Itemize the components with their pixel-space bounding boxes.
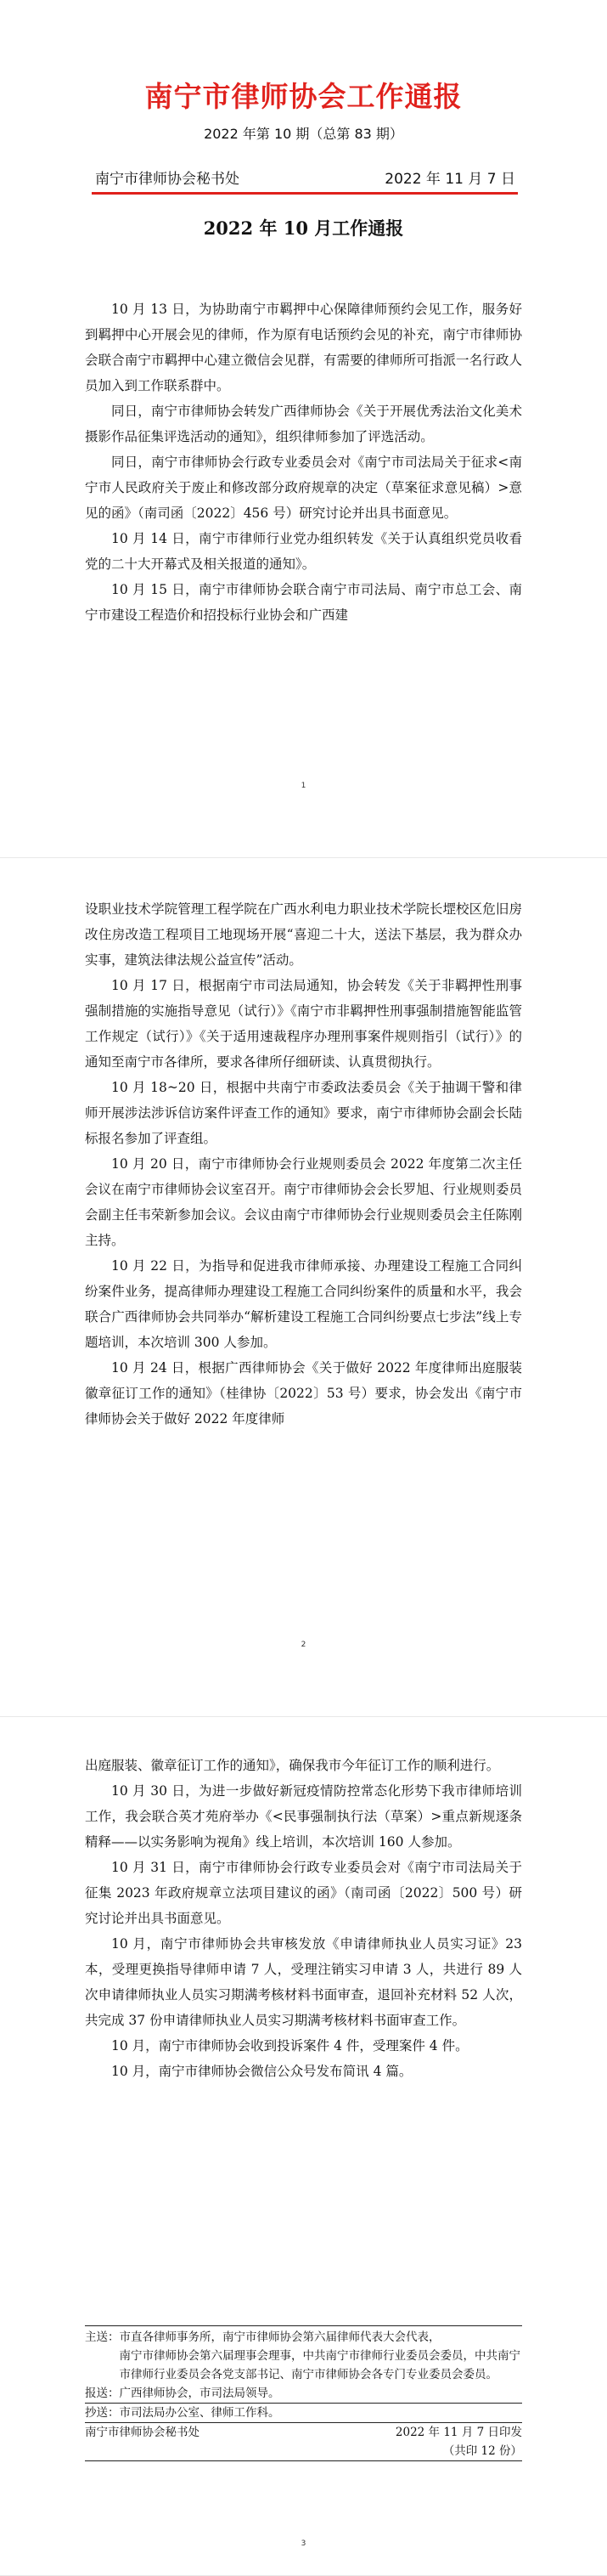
copies-count: （共印 12 份） xyxy=(442,2444,522,2458)
publisher-name: 南宁市律师协会秘书处 xyxy=(95,171,239,188)
publish-date: 2022 年 11 月 7 日 xyxy=(385,171,515,188)
paragraph: 10 月 30 日，为进一步做好新冠疫情防控常态化形势下我市律师培训工作，我会联合英才苑府举办《<民事强制执行法（草案）>重点新规逐条精释——以实务影响为视角》线上培训，本次培训 160 人参加。 xyxy=(85,1783,522,1850)
page-3-body xyxy=(85,1753,522,2084)
paragraph: 10 月，南宁市律师协会收到投诉案件 4 件，受理案件 4 件。 xyxy=(111,2038,469,2053)
paragraph: 10 月 15 日，南宁市律师协会联合南宁市司法局、南宁市总工会、南宁市建设工程造价和招投标行业协会和广西建 xyxy=(85,582,522,623)
page-number: 3 xyxy=(301,2539,306,2548)
page-1-body xyxy=(85,297,522,628)
report-label: 报送： xyxy=(85,2387,120,2400)
paragraph: 10 月 17 日，根据南宁市司法局通知，协会转发《关于非羁押性刑事强制措施的实施指导意见（试行）》《南宁市非羁押性刑事强制措施智能监管工作规定（试行）》《关于适用速裁程序办理刑事案件规则指引（试行）》的通知至南宁市各律所，要求各律所仔细研读、认真贯彻执行。 xyxy=(85,978,522,1070)
publisher-row xyxy=(95,167,515,188)
print-org: 南宁市律师协会秘书处 xyxy=(85,2426,200,2439)
main-recipients-label: 主送： xyxy=(85,2330,120,2344)
paragraph: 10 月，南宁市律师协会微信公众号发布简讯 4 篇。 xyxy=(111,2064,413,2079)
page-2-body xyxy=(85,896,522,1432)
masthead-title: 南宁市律师协会工作通报 xyxy=(144,80,463,113)
report-recipients xyxy=(85,2384,522,2403)
paragraph: 10 月，南宁市律师协会共审核发放《申请律师执业人员实习证》23 本，受理更换指导律师申请 7 人，受理注销实习申请 3 人，共进行 89 人次申请律师执业人员实习期满考核材料书面审查，退回补充材料 52 人次，共完成 37 份申请律师执业人员实习期满考核材料书面审查工作。 xyxy=(85,1936,522,2028)
main-recipients xyxy=(85,2326,522,2384)
document-page-2 xyxy=(0,858,607,1717)
issue-number: 2022 年第 10 期（总第 83 期） xyxy=(204,126,403,142)
main-recipients-line-1: 市直各律师事务所，南宁市律师协会第六届律师代表大会代表， xyxy=(119,2330,441,2344)
report-text: 广西律师协会，市司法局领导。 xyxy=(119,2387,280,2400)
continued-paragraph: 设职业技术学院管理工程学院在广西水利电力职业技术学院长堽校区危旧房改住房改造工程项目工地现场开展“喜迎二十大，送法下基层，我为群众办实事，建筑法律法规公益宣传”活动。 xyxy=(85,901,522,968)
paragraph: 10 月 14 日，南宁市律师行业党办组织转发《关于认真组织党员收看党的二十大开幕式及相关报道的通知》。 xyxy=(85,531,522,572)
paragraph: 10 月 22 日，为指导和促进我市律师承接、办理建设工程施工合同纠纷案件业务，提高律师办理建设工程施工合同纠纷案件的质量和水平，我会联合广西律师协会共同举办“解析建设工程施工合同纠纷要点七步法”线上专题培训，本次培训 300 人参加。 xyxy=(85,1258,522,1350)
main-recipients-line-2: 南宁市律师协会第六届理事会理事，中共南宁市律师行业委员会委员，中共南宁市律师行业委员会各党支部书记、南宁市律师协会各专门专业委员会委员。 xyxy=(119,2349,520,2381)
paragraph: 同日，南宁市律师协会行政专业委员会对《南宁市司法局关于征求<南宁市人民政府关于废止和修改部分政府规章的决定（草案征求意见稿）>意见的函》（南司函〔2022〕456 号）研究讨论并出具书面意见。 xyxy=(85,455,522,521)
copy-label: 抄送： xyxy=(85,2406,120,2420)
red-separator-line xyxy=(92,192,518,195)
paragraph: 10 月 13 日，为协助南宁市羁押中心保障律师预约会见工作，服务好到羁押中心开展会见的律师，作为原有电话预约会见的补充，南宁市律师协会联合南宁市羁押中心建立微信会见群，有需要的律师所可指派一名行政人员加入到工作联系群中。 xyxy=(85,302,522,393)
copy-text: 市司法局办公室、律师工作科。 xyxy=(119,2406,280,2420)
document-title: 2022 年 10 月工作通报 xyxy=(203,217,404,239)
page-number: 1 xyxy=(301,782,306,790)
document-page-3 xyxy=(0,1717,607,2576)
page-number: 2 xyxy=(301,1641,306,1649)
paragraph: 10 月 20 日，南宁市律师协会行业规则委员会 2022 年度第二次主任会议在南宁市律师协会议室召开。南宁市律师协会会长罗旭、行业规则委员会副主任韦荣新参加会议。会议由南宁市律师协会行业规则委员会主任陈刚主持。 xyxy=(85,1156,522,1248)
distribution-block xyxy=(85,2325,522,2461)
footer-bottom-rule xyxy=(85,2460,522,2461)
copy-recipients xyxy=(85,2404,522,2422)
continued-paragraph: 出庭服装、徽章征订工作的通知》，确保我市今年征订工作的顺利进行。 xyxy=(85,1758,500,1773)
paragraph: 同日，南宁市律师协会转发广西律师协会《关于开展优秀法治文化美术摄影作品征集评选活动的通知》，组织律师参加了评选活动。 xyxy=(85,404,522,444)
document-page-1 xyxy=(0,0,607,858)
paragraph: 10 月 24 日，根据广西律师协会《关于做好 2022 年度律师出庭服装徽章征订工作的通知》（桂律协〔2022〕53 号）要求，协会发出《南宁市律师协会关于做好 2022 年度律师 xyxy=(85,1360,522,1426)
print-date: 2022 年 11 月 7 日印发 xyxy=(395,2426,522,2439)
paragraph: 10 月 18~20 日，根据中共南宁市委政法委员会《关于抽调干警和律师开展涉法涉诉信访案件评查工作的通知》要求，南宁市律师协会副会长陆标报名参加了评查组。 xyxy=(85,1080,522,1146)
paragraph: 10 月 31 日，南宁市律师协会行政专业委员会对《南宁市司法局关于征集 2023 年政府规章立法项目建议的函》（南司函〔2022〕500 号）研究讨论并出具书面意见。 xyxy=(85,1860,522,1926)
print-info-row xyxy=(85,2423,522,2442)
